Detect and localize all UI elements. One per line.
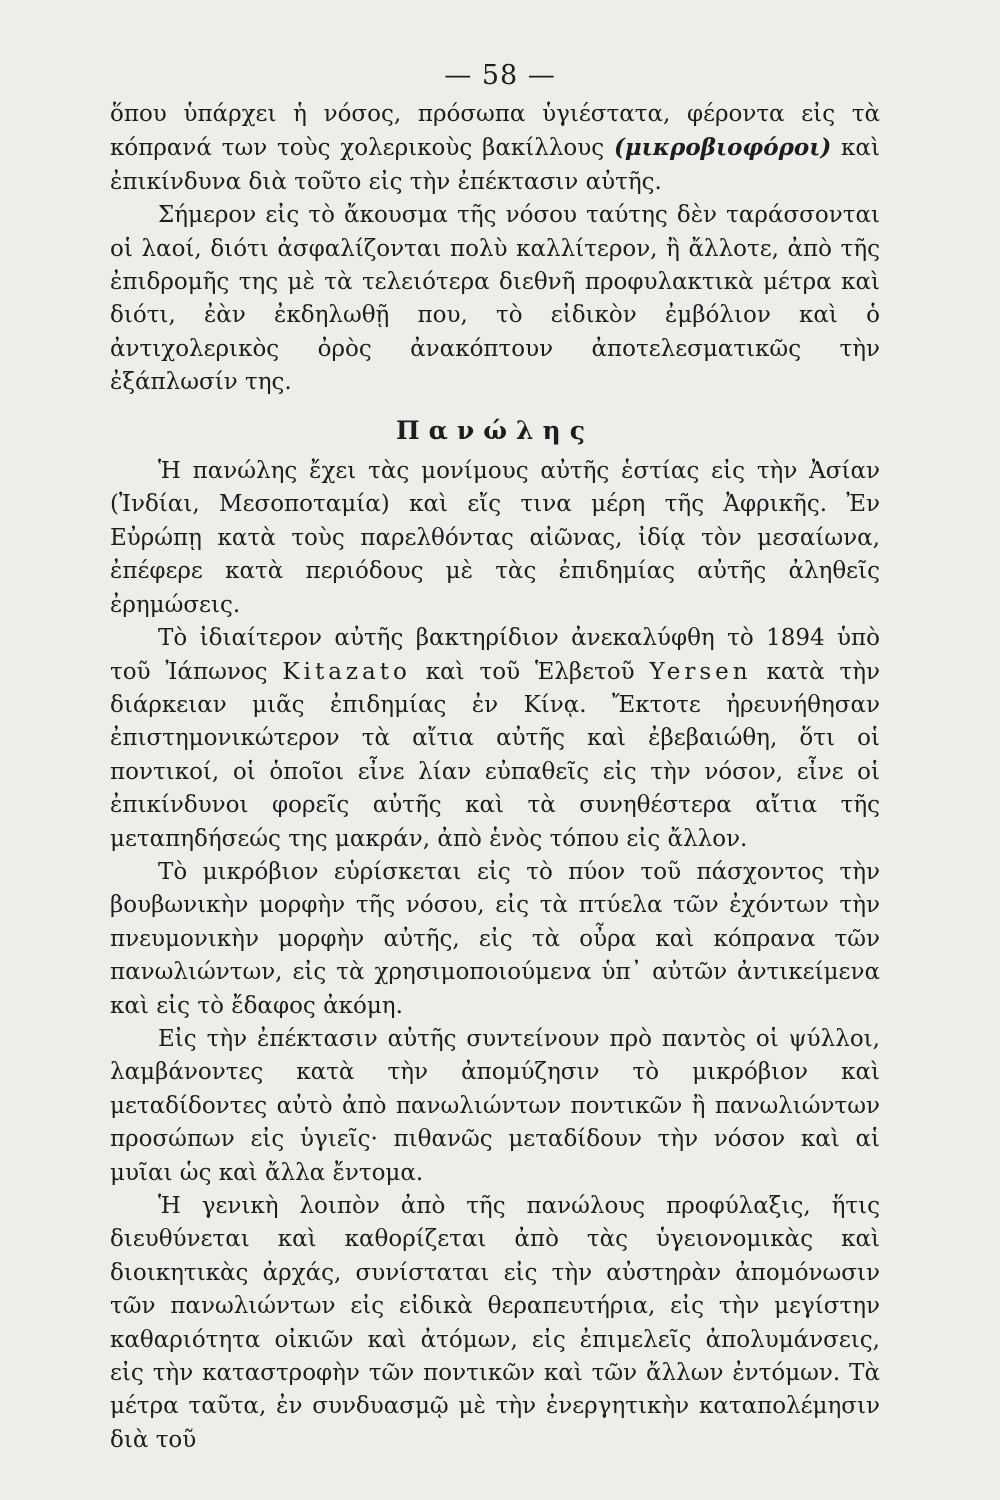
name-kitazato: Kitazato xyxy=(282,658,411,685)
paragraph-3: Ἡ πανώλης ἔχει τὰς μονίμους αὐτῆς ἑστίας εἰς τὴν Ἀσίαν (Ἰνδίαι, Μεσοποταμία) καὶ εἴς τινα μέρη τῆς Ἀφρικῆς. Ἐν Εὐρώπῃ κατὰ τοὺς παρελθόντας αἰῶνας, ἰδίᾳ τὸν μεσαίωνα, ἐπέφερε κατὰ περιόδους μὲ τὰς ἐπιδημίας αὐτῆς ἀληθεῖς ἐρημώσεις. xyxy=(110,458,880,618)
paragraph-1-text-b: καὶ ἐπικίνδυνα διὰ τοῦτο εἰς τὴν ἐπέκτασιν αὐτῆς. xyxy=(110,135,880,195)
paragraph-1 xyxy=(110,98,880,199)
paragraph-4 xyxy=(110,622,880,856)
page-number: — 58 — xyxy=(444,60,556,91)
name-yersen: Yersen xyxy=(649,658,752,685)
paragraph-1-text-a: ὅπου ὑπάρχει ἡ νόσος, πρόσωπα ὑγιέστατα, φέροντα εἰς τὰ κόπρανά των τοὺς χολερικοὺς βακίλλους xyxy=(110,101,880,162)
paragraph-4-text-b: καὶ τοῦ Ἑλβετοῦ xyxy=(410,658,650,685)
paragraph-4-text-a: Τὸ ἰδιαίτερον αὐτῆς βακτηρίδιον ἀνεκαλύφθη τὸ 1894 ὑπὸ τοῦ Ἰάπωνος xyxy=(110,625,880,685)
page-body xyxy=(110,98,880,1457)
section-heading: Πανώλης xyxy=(396,415,594,445)
paragraph-7: Ἡ γενικὴ λοιπὸν ἀπὸ τῆς πανώλους προφύλαξις, ἥτις διευθύνεται καὶ καθορίζεται ἀπὸ τὰς ὑγειονομικὰς καὶ διοικητικὰς ἀρχάς, συνίσταται εἰς τὴν αὐστηρὰν ἀπομόνωσιν τῶν πανωλιώντων εἰς εἰδικὰ θεραπευτήρια, εἰς τὴν μεγίστην καθαριότητα οἰκιῶν καὶ ἀτόμων, εἰς ἐπιμελεῖς ἀπολυμάνσεις, εἰς τὴν καταστροφὴν τῶν ποντικῶν καὶ τῶν ἄλλων ἐντόμων. Τὰ μέτρα ταῦτα, ἐν συνδυασμῷ μὲ τὴν ἐνεργητικὴν καταπολέμησιν διὰ τοῦ xyxy=(110,1193,880,1453)
highlight-term: (μικροβιοφόροι) xyxy=(613,134,832,162)
paragraph-2: Σήμερον εἰς τὸ ἄκουσμα τῆς νόσου ταύτης δὲν ταράσσονται οἱ λαοί, διότι ἀσφαλίζονται πολὺ καλλίτερον, ἢ ἄλλοτε, ἀπὸ τῆς ἐπιδρομῆς της μὲ τὰ τελειότερα διεθνῆ προφυλακτικὰ μέτρα καὶ διότι, ἐὰν ἐκδηλωθῇ που, τὸ εἰδικὸν ἐμβόλιον καὶ ὁ ἀντιχολερικὸς ὀρὸς ἀνακόπτουν ἀποτελεσματικῶς τὴν ἐξάπλωσίν της. xyxy=(110,202,880,396)
paragraph-6: Εἰς τὴν ἐπέκτασιν αὐτῆς συντείνουν πρὸ παντὸς οἱ ψύλλοι, λαμβάνοντες κατὰ τὴν ἀπομύζησιν τὸ μικρόβιον καὶ μεταδίδοντες αὐτὸ ἀπὸ πανωλιώντων ποντικῶν ἢ πανωλιώντων προσώπων εἰς ὑγιεῖς· πιθανῶς μεταδίδουν τὴν νόσον καὶ αἱ μυῖαι ὡς καὶ ἄλλα ἔντομα. xyxy=(110,1025,880,1186)
paragraph-4-text-c: κατὰ τὴν διάρκειαν μιᾶς ἐπιδημίας ἐν Κίνᾳ. Ἔκτοτε ἠρευνήθησαν ἐπιστημονικώτερον τὰ αἴτια αὐτῆς καὶ ἐβεβαιώθη, ὅτι οἱ ποντικοί, οἱ ὁποῖοι εἶνε λίαν εὐπαθεῖς εἰς τὴν νόσον, εἶνε οἱ ἐπικίνδυνοι φορεῖς αὐτῆς καὶ τὰ συνηθέστερα αἴτια τῆς μεταπηδήσεώς της μακράν, ἀπὸ ἑνὸς τόπου εἰς ἄλλον. xyxy=(110,658,880,852)
paragraph-5: Τὸ μικρόβιον εὑρίσκεται εἰς τὸ πύον τοῦ πάσχοντος τὴν βουβωνικὴν μορφὴν τῆς νόσου, εἰς τὰ πτύελα τῶν ἐχόντων τὴν πνευμονικὴν μορφὴν αὐτῆς, εἰς τὰ οὖρα καὶ κόπρανα τῶν πανωλιώντων, εἰς τὰ χρησιμοποιούμενα ὑπ᾽ αὐτῶν ἀντικείμενα καὶ εἰς τὸ ἔδαφος ἀκόμη. xyxy=(110,858,880,1019)
